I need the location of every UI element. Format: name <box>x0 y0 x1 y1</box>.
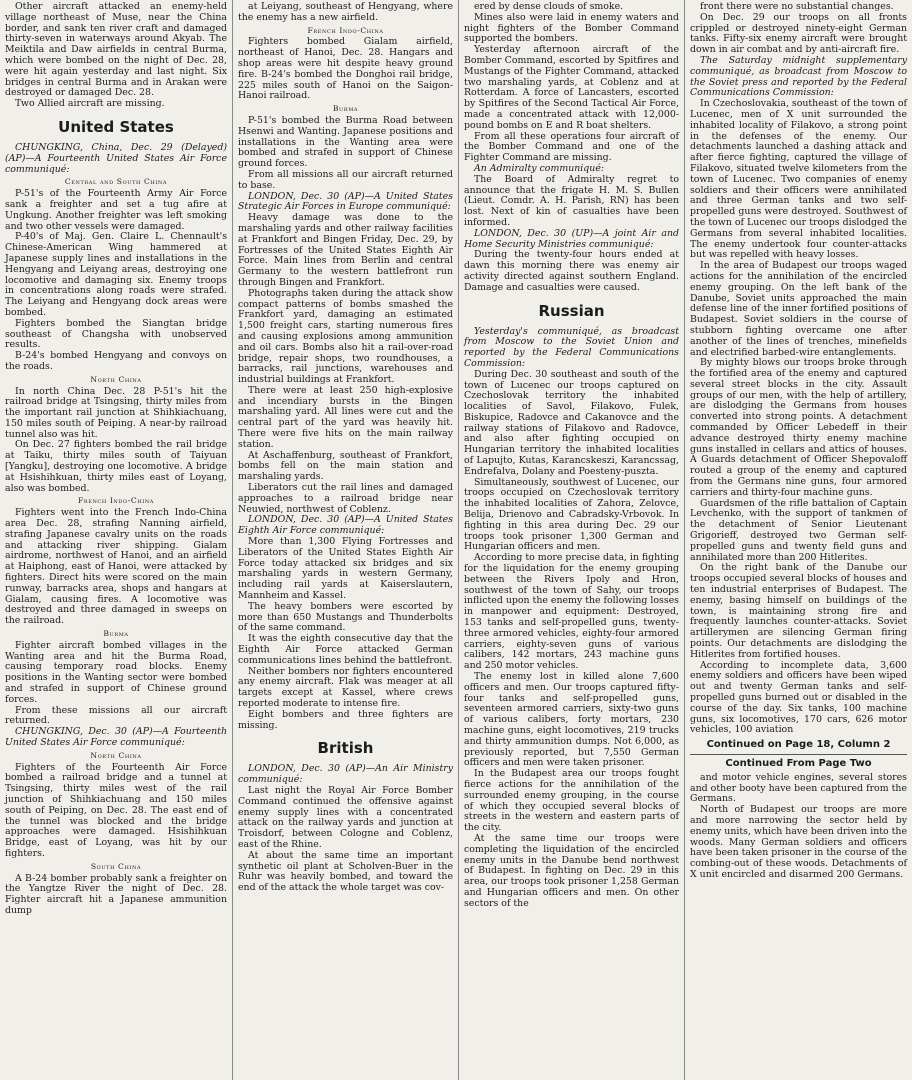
dateline: Yesterday's communiqué, as broadcast from Moscow to the Soviet Union and reported by the Federal Communications Commission: <box>464 325 679 369</box>
paragraph: Fighter aircraft bombed villages in the Wanting area and hit the Burma Road, causing temporary road blocks. Enemy positions in the Wanting sector were bombed and strafed in support of Chinese ground forces. <box>5 639 227 705</box>
continued-from-note: Continued From Page Two <box>725 757 872 769</box>
paragraph: P-51's bombed the Burma Road between Hsenwi and Wanting. Japanese positions and installations in the Wanting area were bombed and strafed in support of Chinese ground forces. <box>238 114 453 170</box>
dateline: CHUNGKING, Dec. 30 (AP)—A Fourteenth United States Air Force communiqué: <box>5 726 227 748</box>
paragraph: On Dec. 27 fighters bombed the rail bridge at Taiku, thirty miles south of Taiyuan [Yangku], destroying one locomotive. A bridge at Hsishihkuan, thirty miles east of Loyang, also was bombed. <box>5 439 227 494</box>
continued-on-note: Continued on Page 18, Column 2 <box>706 739 891 751</box>
subheading: North China <box>90 750 142 760</box>
paragraph: Guardsmen of the rifle battalion of Captain Levchenko, with the support of tankmen of the detachment of Senior Lieutenant Grigorieff, destroyed two German self-propelled guns and twenty field guns and annihilated more than 200 Hitlerites. <box>690 497 907 563</box>
column-1 <box>0 0 232 1080</box>
dateline: LONDON, Dec. 30 (UP)—A joint Air and Home Security Ministries communiqué: <box>464 227 679 250</box>
paragraph: At about the same time an important synthetic oil plant at Scholven-Buer in the Ruhr was heavily bombed, and toward the end of the attack the whole target was cov- <box>238 849 453 894</box>
paragraph: P-51's of the Fourteenth Army Air Force sank a freighter and set a tug afire at Ungkung. Another freighter was left smoking and two other vessels were damaged. <box>5 188 227 232</box>
paragraph: According to incomplete data, 3,600 enemy soldiers and officers have been wiped out and twenty German tanks and self-propelled guns burned out or disabled in the course of the day. Six tanks, 100 machine guns, six locomotives, 170 cars, 626 motor vehicles, 100 aviation <box>690 659 907 736</box>
paragraph: In the area of Budapest our troops waged actions for the annihilation of the encircled enemy grouping. On the left bank of the Danube, Soviet units approached the main defense line of the inner fortified positions of Budapest. Soviet soldiers in the course of stubborn fighting overcame one after another of the lines of trenches, minefields and electrified barbed-wire entanglements. <box>690 260 907 358</box>
section-heading-russian: Russian <box>538 301 605 320</box>
dateline: The Saturday midnight supplementary communiqué, as broadcast from Moscow to the Soviet press and reported by the Federal Communications Commission: <box>690 54 907 99</box>
subheading: South China <box>90 861 142 871</box>
paragraph: From these missions all our aircraft returned. <box>5 704 227 727</box>
paragraph: Yesterday afternoon aircraft of the Bomber Command, escorted by Spitfires and Mustangs of the Fighter Command, attacked two marshaling yards, at Coblenz and at Rotterdam. A force of Lancasters, escorted by Spitfires of the Second Tactical Air Force, made a concentrated attack with 12,000-pound bombs on E and R boat shelters. <box>464 44 679 131</box>
paragraph: Mines also were laid in enemy waters and night fighters of the Bomber Command supported the bombers. <box>464 11 679 45</box>
dateline: LONDON, Dec. 30 (AP)—A United States Strategic Air Forces in Europe communiqué: <box>238 190 453 213</box>
paragraph: In the Budapest area our troops fought fierce actions for the annihilation of the surrounded enemy grouping, in the course of which they occupied several blocks of streets in the western and eastern parts of the city. <box>464 768 679 834</box>
paragraph: P-40's of Maj. Gen. Claire L. Chennault's Chinese-American Wing hammered at Japanese supply lines and installations in the Hengyang and Leiyang areas, destroying one locomotive and damaging six. Enemy troops in concentrations along roads were strafed. The Leiyang and Hengyang dock areas were bombed. <box>5 231 227 318</box>
paragraph: Liberators cut the rail lines and damaged approaches to a railroad bridge near Neuwied, northwest of Coblenz. <box>238 482 453 515</box>
paragraph: B-24's bombed Hengyang and convoys on the roads. <box>5 350 227 372</box>
paragraph: It was the eighth consecutive day that the Eighth Air Force attacked German communications lines behind the battlefront. <box>238 633 453 666</box>
paragraph: On Dec. 29 our troops on all fronts crippled or destroyed ninety-eight German tanks. Fifty-six enemy aircraft were brought down in air combat and by anti-aircraft fire. <box>690 11 907 56</box>
subheading: French Indo-China <box>77 496 155 506</box>
column-4 <box>684 0 912 1080</box>
paragraph: The Board of Admiralty regret to announce that the frigate H. M. S. Bullen (Lieut. Comdr. A. H. Parish, RN) has been lost. Next of kin of casualties have been informed. <box>464 173 679 228</box>
paragraph: From all these operations four aircraft of the Bomber Command and one of the Fighter Command are missing. <box>464 130 679 164</box>
column-3 <box>458 0 684 1080</box>
dateline: An Admiralty communiqué: <box>474 162 605 174</box>
subheading: Burma <box>332 104 359 114</box>
column-2 <box>232 0 458 1080</box>
paragraph: At Aschaffenburg, southeast of Frankfort, bombs fell on the main station and marshaling yards. <box>238 449 453 483</box>
paragraph: ered by dense clouds of smoke. <box>474 1 624 12</box>
paragraph: Other aircraft attacked an enemy-held village northeast of Muse, near the China border, and sank ten river craft and damaged thirty-seven in waterways around Akyab. The Meiktila and Daw airfields in central Burma, which were bombed on the night of Dec. 28, were hit again yesterday and last night. Six bridges in central Burma and in Arakan were destroyed or damaged Dec. 28. <box>5 1 227 99</box>
paragraph: Neither bombers nor fighters encountered any enemy aircraft. Flak was meager at all targets except at Kassel, where crews reported moderate to intense fire. <box>238 665 453 709</box>
subheading: French Indo-China <box>307 25 384 35</box>
paragraph: Simultaneously, southwest of Lucenec, our troops occupied on Czechoslovak territory the inhabited localities of Zahora, Zelovce, Belija, Drienovo and Cabradsky-Vrbovok. In fighting in this area during Dec. 29 our troops took prisoner 1,300 German and Hungarian officers and men. <box>464 476 679 553</box>
subheading: Burma <box>103 629 129 639</box>
paragraph: More than 1,300 Flying Fortresses and Liberators of the United States Eighth Air Force today attacked six bridges and six marshaling yards in western Germany, including rail yards at Kaiserslautern, Mannheim and Kassel. <box>238 536 453 602</box>
paragraph: During the twenty-four hours ended at dawn this morning there was enemy air activity directed against southern England. Damage and casualties were caused. <box>464 249 679 293</box>
paragraph: The enemy lost in killed alone 7,600 officers and men. Our troops captured fifty-four tanks and self-propelled guns, seventeen armored carriers, sixty-two guns of various calibers, forty mortars, 230 machine guns, eight locomotives, 219 trucks and thirty ammunition dumps. Not 6,000, as previously reported, but 7,550 German officers and men were taken prisoner. <box>464 671 679 769</box>
paragraph: and motor vehicle engines, several stores and other booty have been captured from the Germans. <box>690 771 907 805</box>
paragraph: at Leiyang, southeast of Hengyang, where the enemy has a new airfield. <box>238 1 453 23</box>
paragraph: From all missions all our aircraft returned to base. <box>238 168 453 191</box>
divider <box>690 754 907 755</box>
paragraph: There were at least 250 high-explosive and incendiary bursts in the Bingen marshaling yard. All lines were cut and the central part of the yard was heavily hit. There were five hits on the main railway station. <box>238 384 453 450</box>
paragraph: By mighty blows our troops broke through the fortified area of the enemy and captured several street blocks in the city. Assault groups of our men, with the help of artillery, are dislodging the Germans from houses converted into strong points. A detachment commanded by Officer Lebedeff in their advance destroyed thirty enemy machine guns installed in cellars and attics of houses. A Guards detachment of Officer Shepovaloff routed a group of the enemy and captured from the Germans nine guns, four armored carriers and thirty-four machine guns. <box>690 357 907 498</box>
paragraph: According to more precise data, in fighting for the liquidation for the enemy grouping between the Rivers Ipoly and Hron, southwest of the town of Sahy, our troops inflicted upon the enemy the following losses in manpower and equipment: Destroyed, 153 tanks and self-propelled guns, twenty-three armored vehicles, eighty-four armored carriers, eighty-seven guns of various calibers, 142 mortars, 243 machine guns and 250 motor vehicles. <box>464 552 679 672</box>
paragraph: In Czechoslovakia, southeast of the town of Lucenec, men of X unit surrounded the inhabited locality of Filakovo, a strong point in the defenses of the enemy. Our detachments launched a dashing attack and after fierce fighting, captured the village of Filakovo, situated twelve kilometers from the town of Lucenec. Two companies of enemy soldiers and their officers were annihilated and three German tanks and two self-propelled guns were destroyed. Southwest of the town of Lucenec our troops dislodged the Germans from several inhabited localities. The enemy undertook four counter-attacks but was repelled with heavy losses. <box>690 98 907 261</box>
dateline: LONDON, Dec. 30 (AP)—A United States Eighth Air Force communiqué: <box>238 514 453 537</box>
paragraph: Fighters bombed the Siangtan bridge southeast of Changsha with unobserved results. <box>5 317 227 351</box>
paragraph: Fighters of the Fourteenth Air Force bombed a railroad bridge and a tunnel at Tsingsing, thirty miles west of the rail junction of Shihkiachuang and 150 miles south of Peiping, on Dec. 28. The east end of the tunnel was blocked and the bridge approaches were damaged. Hsishihkuan Bridge, east of Loyang, was hit by our fighters. <box>5 761 227 859</box>
subheading: Central and South China <box>64 177 168 187</box>
paragraph: In north China Dec. 28 P-51's hit the railroad bridge at Tsingsing, thirty miles from the important rail junction at Shihkiachuang, 150 miles south of Peiping. A near-by railroad tunnel also was hit. <box>5 385 227 440</box>
dateline: LONDON, Dec. 30 (AP)—An Air Ministry communiqué: <box>238 763 453 786</box>
section-heading-united-states: United States <box>58 117 174 136</box>
paragraph: front there were no substantial changes. <box>700 1 894 12</box>
paragraph: Eight bombers and three fighters are missing. <box>238 708 453 731</box>
dateline: CHUNGKING, China, Dec. 29 (Delayed) (AP)—A Fourteenth United States Air Force communiqué: <box>5 141 227 175</box>
paragraph: Last night the Royal Air Force Bomber Command continued the offensive against enemy supply lines with a concentrated attack on the railway yards and junction at Troisdorf, between Cologne and Coblenz, east of the Rhine. <box>238 784 453 850</box>
paragraph: At the same time our troops were completing the liquidation of the encircled enemy units in the Danube bend northwest of Budapest. In fighting on Dec. 29 in this area, our troops took prisoner 1,258 German and Hungarian officers and men. On other sectors of the <box>464 832 679 909</box>
paragraph: Photographs taken during the attack show compact patterns of bombs smashed the Frankfort yard, damaging an estimated 1,500 freight cars, starting numerous fires and causing explosions among ammunition and oil cars. Bombs also hit a rail-over-road bridge, repair shops, two roundhouses, a barracks, rail junctions, warehouses and industrial buildings at Frankfort. <box>238 287 453 386</box>
paragraph: Fighters went into the French Indo-China area Dec. 28, strafing Nanning airfield, strafing Japanese cavalry units on the roads and attacking river shipping. Gialam airdrome, northwest of Hanoi, and an airfield at Haiphong, east of Hanoi, were attacked by fighters. Direct hits were scored on the main runway, barracks area, shops and hangars at Gialam, causing fires. A locomotive was destroyed and three damaged in sweeps on the railroad. <box>5 507 227 627</box>
paragraph: A B-24 bomber probably sank a freighter on the Yangtze River the night of Dec. 28. Fighter aircraft hit a Japanese ammunition dump <box>5 872 227 916</box>
paragraph: Heavy damage was done to the marshaling yards and other railway facilities at Frankfort and Bingen Friday, Dec. 29, by Fortresses of the United States Eighth Air Force. Main lines from Berlin and central Germany to the western battlefront run through Bingen and Frankfort. <box>238 212 453 288</box>
paragraph: Two Allied aircraft are missing. <box>15 98 165 110</box>
paragraph: Fighters bombed Gialam airfield, northeast of Hanoi, Dec. 28. Hangars and shop areas were hit despite heavy ground fire. B-24's bombed the Donghoi rail bridge, 225 miles south of Hanoi on the Saigon-Hanoi railroad. <box>238 36 453 102</box>
section-heading-british: British <box>317 739 374 758</box>
paragraph: North of Budapest our troops are more and more narrowing the sector held by enemy units, which have been driven into the woods. Many German soldiers and officers have been taken prisoner in the course of the combing-out of these woods. Detachments of X unit encircled and disarmed 200 Germans. <box>690 804 907 880</box>
paragraph: On the right bank of the Danube our troops occupied several blocks of houses and ten industrial enterprises of Budapest. The enemy, basing himself on buildings of the town, is maintaining strong fire and frequently launches counter-attacks. Soviet artillerymen are silencing German firing points. Our detachments are dislodging the Hitlerites from fortified houses. <box>690 562 907 660</box>
subheading: North China <box>90 374 142 384</box>
paragraph: The heavy bombers were escorted by more than 650 Mustangs and Thunderbolts of the same command. <box>238 600 453 634</box>
paragraph: During Dec. 30 southeast and south of the town of Lucenec our troops captured on Czechoslovak territory the inhabited localities of Savol, Filakovo, Fulek, Biskupice, Radovce and Cakanovce and the railway stations of Filakovo and Radovce, and also after fighting occupied on Hungarian territory the inhabited localities of Lapujto, Kutas, Karancskeszi, Karancssag, Endrefalva, Dolany and Poesteny-puszta. <box>464 368 679 477</box>
